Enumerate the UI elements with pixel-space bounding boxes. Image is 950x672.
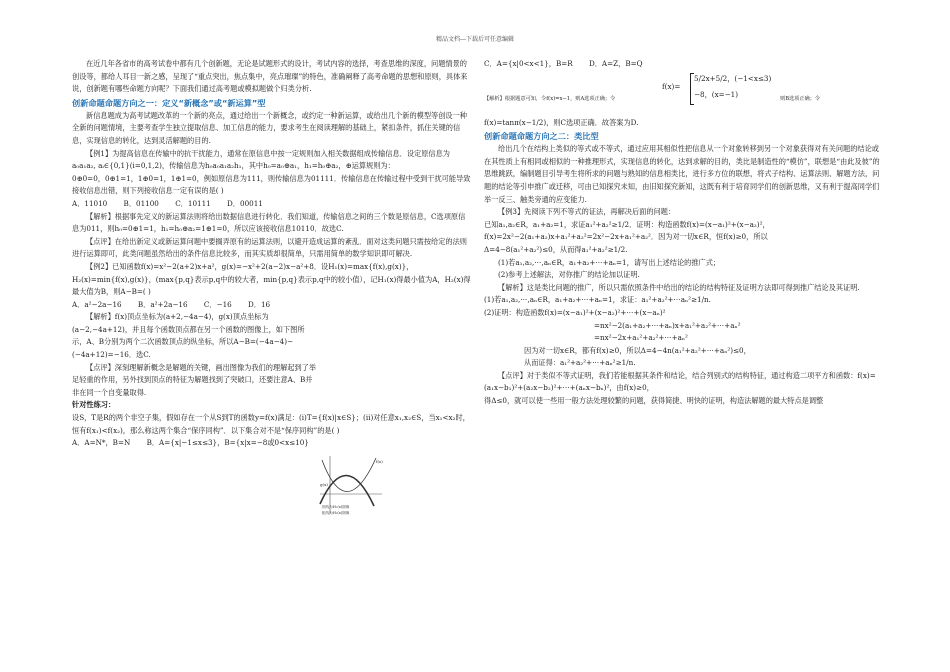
example-2-options <box>72 299 472 312</box>
practice-question: 设S，T是R的两个非空子集，假如存在一个从S到T的函数y=f(x)满足：(i)T={f(x)|x∈S}；(ii)对任意x₁,x₂∈S，当x₁<x₂时，恒有f(x₁)<f(x₂)，那么称这两个集合“保序同构”．以下集合对不是“保序同构”的是( ) <box>72 413 470 435</box>
g-label: g(x) <box>320 482 328 487</box>
example-3-step-5: 因为对一切x∈R，都有f(x)≥0，所以Δ=4−4n(a₁²+a₂²+⋯+aₙ²)≤0， <box>524 345 751 355</box>
left-column <box>72 58 472 450</box>
practice-solution-c: f(x)=tanπ(x−1/2)，则C选项正确．故答案为D. <box>484 117 639 127</box>
example-3-step-6: 从而证得：a₁²+a₂²+⋯+aₙ²≥1/n. <box>524 358 636 368</box>
example-1-options <box>72 198 472 211</box>
example-1-option-d: D．00011 <box>227 198 263 208</box>
legend-thick: 粗线为H₂(x)图像 <box>322 511 350 515</box>
example-1-option-c: C．10111 <box>175 198 211 208</box>
example-2-comment: 【点评】深刻理解新概念是解题的关键，画出图像为我们的理解起到了举足轻重的作用，另外找到顶点的特征为解题找到了突破口，还要注意A、B并非在同一个自变量取得. <box>72 362 317 397</box>
practice-option-b: B．A={x|−1≤x≤3}，B={x|x=−8或0<x≤10} <box>146 438 309 448</box>
example-3-intro: 【例3】先阅读下列不等式的证法，再解决后面的问题： <box>498 207 676 217</box>
example-2-option-c: C．−16 <box>203 299 232 309</box>
example-3-question-1: (1)若a₁,a₂,⋯,aₙ∈R，a₁+a₂+⋯+aₙ=1，请写出上述结论的推广式； <box>498 257 721 267</box>
example-3-delta: Δ=4−8(a₁²+a₂²)≤0，从而得a₁²+a₂²≥1/2. <box>484 244 628 254</box>
example-3-question-2: (2)参考上述解法，对你推广的结论加以证明. <box>498 270 640 280</box>
example-2-option-b: B．a²+2a−16 <box>137 299 188 309</box>
example-3-step-3: =nx²−2(a₁+a₂+⋯+aₙ)x+a₁²+a₂²+⋯+aₙ² <box>594 320 741 330</box>
piecewise-block <box>484 71 881 117</box>
practice-option-d: D．A=Z，B=Q <box>588 59 643 68</box>
quadratic-graph-figure <box>318 454 384 516</box>
g-curve <box>320 475 374 506</box>
right-column <box>484 58 881 408</box>
example-1-question: 【例1】为提高信息在传输中的抗干扰能力，通常在原信息中按一定规则加入相关数据组成传输信息．设定原信息为a₀a₁a₂, aᵢ∈{0,1}(i=0,1,2)，传输信息为h₀a₀a₁a₂h₁，其中h₀=a₀⊕a₁，h₁=h₀⊕a₂，⊕运算规则为： <box>72 148 450 171</box>
example-1-option-b: B．01100 <box>123 198 159 208</box>
example-3-comment: 【点评】对于类似不等式证明，我们若能根据其条件和结论，结合列别式的结构特征，通过构造二项平方和函数：f(x)=(a₁x−b₁)²+(a₂x−b₂)²+⋯+(aₙx−bₙ)²，由f(x)≥0， <box>484 370 876 393</box>
example-3-step-4: =nx²−2x+a₁²+a₂²+⋯+aₙ² <box>594 333 688 343</box>
practice-options-cd <box>484 58 881 71</box>
example-3-solution: 【解析】这是类比问题的推广，所以只需依照条件中给出的结论的结构特征及证明方法即可得到推广结论及其证明. <box>498 282 860 292</box>
page-header: 精品文档---下载后可任意编辑 <box>435 36 515 43</box>
piecewise-lhs: f(x)= <box>662 81 681 91</box>
intro-paragraph: 在近几年各省市的高考试卷中都有几个创新题，无论是试题形式的设计，考试内容的选择，考查思维的深度，问题情景的创设等，都给人耳目一新之感，呈现了“重点突出，焦点集中，亮点璀璨”的特色，准确阐释了高考命题的思想和原则，具体来说，创新题有哪些命题方向呢？下面我们通过高考题或模拟题做个归类分析. <box>72 59 468 94</box>
f-label: f(x) <box>376 459 383 464</box>
example-2-solution: 【解析】f(x)顶点坐标为(a+2,−4a−4)，g(x)顶点坐标为(a−2,−4a+12)，并且每个函数顶点都在另一个函数的图像上，如下图所示，A、B分别为两个二次函数顶点的纵坐标，所以A−B=(−4a−4)−(−4a+12)=−16．选C. <box>72 312 305 360</box>
example-2-question: 【例2】已知函数f(x)=x²−2(a+2)x+a²，g(x)=−x²+2(a−2)x−a²+8．设H₁(x)=max{f(x),g(x)}，H₂(x)=min{f(x),g(x)}，(max{p,q}表示p,q中的较大者，min{p,q}表示p,q中的较小值），记H₁(x)得最小值为A，H₂(x)得最大值为B，则A−B=( ) <box>72 261 471 297</box>
practice-options-ab <box>72 437 472 450</box>
example-1-option-a: A．11010 <box>72 198 108 208</box>
example-1-comment: 【点评】在给出新定义或新运算问题中要搁弄原有的运算法则，以避开造成运算的紊乱．面对这类问题只需按给定的法则进行运算即可，此类问题虽然给出的条件信息比较多，而其实质却很简单，只需用简单的数学知识即可解决. <box>72 236 467 259</box>
example-2-option-a: A．a²−2a−16 <box>72 299 122 309</box>
example-1-rule: 0⊕0=0，0⊕1=1，1⊕0=1，1⊕1=0，例如原信息为111，则传输信息为01111．传输信息在传输过程中受到干扰可能导致接收信息出错，则下列接收信息一定有误的是( ) <box>72 173 471 196</box>
piecewise-row-1: 5/2x+5/2，(−1<x≤3) <box>694 73 772 83</box>
piecewise-row-2: −8，(x=−1) <box>694 89 739 99</box>
legend-thin: 细线为H₁(x)图像 <box>322 505 350 509</box>
example-3-given: 已知a₁,a₂∈R，a₁+a₂=1，求证a₁²+a₂²≥1/2．证明：构造函数f(x)=(x−a₁)²+(x−a₂)²， <box>484 219 770 229</box>
example-1-solution: 【解析】根据事先定义的新运算法则将给出数据信息进行转化．我们知道，传输信息之间的三个数是原信息，C选项原信息为011，则h₀=0⊕1=1，h₁=h₀⊕a₂=1⊕1=0，所以应该接收信息10110．故选C. <box>72 211 466 234</box>
example-2-option-d: D．16 <box>248 299 271 309</box>
heading-direction-1: 创新命题命题方向之一：定义“新概念”或“新运算”型 <box>72 97 266 108</box>
example-3-step-2: (2)证明：构造函数f(x)=(x−a₁)²+(x−a₂)²+⋯+(x−aₙ)² <box>484 307 666 317</box>
example-3-expand: f(x)=2x²−2(a₁+a₂)x+a₁²+a₂²=2x²−2x+a₁²+a₂²．因为对一切x∈R，恒f(x)≥0，所以 <box>484 232 768 242</box>
practice-solution-b: 则B选项正确；令 <box>780 95 821 102</box>
piecewise-brace <box>690 73 694 105</box>
example-3-step-1: (1)若a₁,a₂,⋯,aₙ∈R，a₁+a₂+⋯+aₙ=1，求证：a₁²+a₂²+⋯aₙ²≥1/n. <box>484 295 711 305</box>
practice-title: 针对性练习： <box>72 400 116 410</box>
heading-direction-2: 创新命题命题方向之二：类比型 <box>484 131 599 142</box>
practice-option-a: A．A=N*，B=N <box>72 438 131 448</box>
example-3-comment-end: 得Δ≤0，就可以使一些用一般方法处理较繁的问题，获得简捷、明快的证明，构造法解题的最大特点是调整 <box>484 396 824 406</box>
practice-option-c: C．A={x|0<x<1}，B=R <box>484 59 573 68</box>
paragraph-2: 给出几个在结构上类似的等式或不等式，通过应用其相似性把信息从一个对象转移到另一个对象获得对有关问题的结论或在其性质上有相同或相似的一种推理形式，实现信息的转化，达到求解的目的，类比是制造性的“模仿”，联想是“由此及彼”的思维跳跃，编制题目引导考生将所求的问题与熟知的信息相类比，进行多方位的联想，将式子结构、运算法则、解题方法，问题的结论等引申推广或迁移，可由已知探究未知，由旧知探究新知，这既有利于培育同学们的创新思维，又有利于提高同学们举一反三、触类旁通的应变能力. <box>484 144 880 204</box>
practice-solution-a: 【解析】根据题意可知，令f(x)=x−1，则A选项正确；令 <box>484 95 616 102</box>
paragraph-1: 新信息题成为高考试题改革的一个新的亮点，通过给出一个新概念，或约定一种新运算，或给出几个新的模型等创设一种全新的问题情境，主要考查学生独立提取信息、加工信息的能力，要求考生在阅读理解的基础上，紧扣条件，抓住关键的信息，实现信息的转化，达到灵活解题的目的. <box>72 110 467 145</box>
